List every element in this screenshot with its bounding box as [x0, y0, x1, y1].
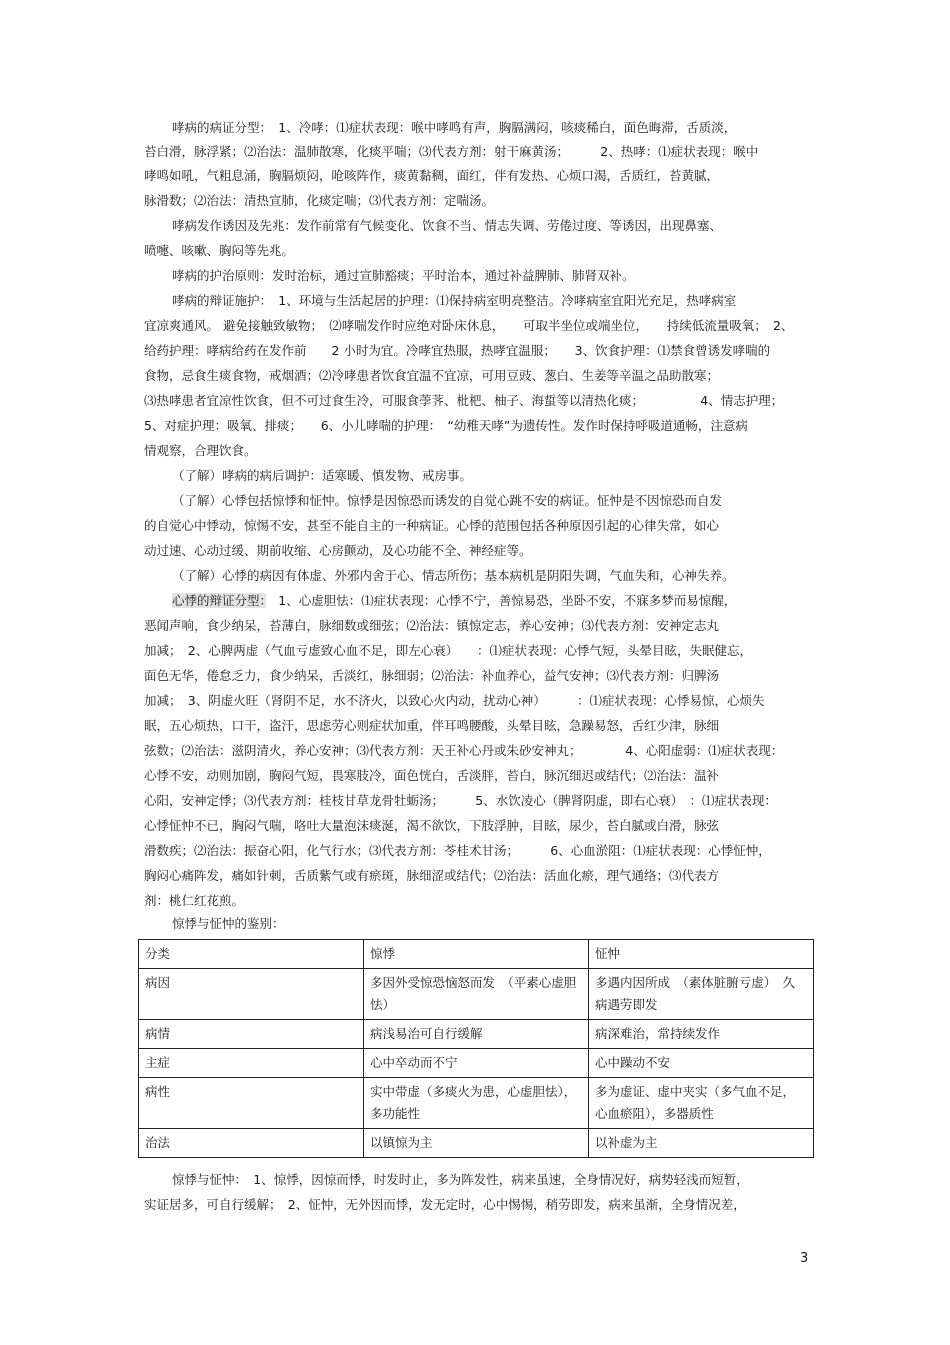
table-cell: 病情 [139, 1020, 364, 1049]
table-cell: 以镇惊为主 [364, 1129, 589, 1158]
table-cell: 实中带虚（多痰火为患，心虚胆怯），多功能性 [364, 1078, 589, 1129]
text-line: 哮鸣如吼，气粗息涌，胸膈烦闷，呛咳阵作，痰黄黏稠，面红，伴有发热、心烦口渴，舌质红，苔黄腻， [144, 168, 720, 183]
table-cell: 心中卒动而不宁 [364, 1049, 589, 1078]
text-line: 心悸不安，动则加剧，胸闷气短，畏寒肢冷，面色恍白，舌淡胖，苔白，脉沉细迟或结代；⑵治法：温补 [144, 768, 720, 783]
text-line: 恶闻声响，食少纳呆，苔薄白，脉细数或细弦；⑵治法：镇惊定志，养心安神；⑶代表方剂：安神定志丸 [144, 618, 720, 633]
text-line: 食物，忌食生痰食物，戒烟酒；⑵冷哮患者饮食宜温不宜凉，可用豆豉、葱白、生姜等辛温之品助散寒； [144, 368, 720, 383]
text-line: 哮病的护治原则：发时治标，通过宣肺豁痰；平时治本，通过补益脾肺、肺肾双补。 [172, 268, 635, 283]
text-line: 惊悸与怔忡： 1、惊悸，因惊而悸，时发时止，多为阵发性，病来虽速，全身情况好，病势轻浅而短暂， [172, 1172, 749, 1187]
comparison-table [138, 939, 814, 1158]
text-line: 剂：桃仁红花煎。 [144, 893, 245, 908]
text-line: 心阳，安神定悸；⑶代表方剂：桂枝甘草龙骨牡蛎汤； 5、水饮凌心（脾肾阴虚，即右心衰） ：⑴症状表现： [144, 793, 777, 808]
table-header-row [139, 940, 814, 969]
table-cell: 病深难治，常持续发作 [589, 1020, 814, 1049]
text-line: 眠，五心烦热，口干，盗汗，思虑劳心则症状加重，伴耳鸣腰酸，头晕目眩，急躁易怒，舌红少津，脉细 [144, 718, 720, 733]
table-cell: 多为虚证、虚中夹实（多气血不足，心血瘀阻），多器质性 [589, 1078, 814, 1129]
text-line: 哮病发作诱因及先兆：发作前常有气候变化、饮食不当、情志失调、劳倦过度、等诱因，出现鼻塞、 [172, 218, 723, 233]
table-cell: 多因外受惊恐恼怒而发 （平素心虚胆怯） [364, 969, 589, 1020]
text-line: 5、对症护理：吸氧、排痰； 6、小儿哮喘的护理： “幼稚天哮”为遗传性。发作时保持呼吸道通畅，注意病 [144, 418, 748, 433]
page-number: 3 [800, 1251, 809, 1266]
text-span: 1、心虚胆怯：⑴症状表现：心悸不宁，善惊易恐，坐卧不安，不寐多梦而易惊醒， [265, 593, 737, 608]
table-cell: 病浅易治可自行缓解 [364, 1020, 589, 1049]
highlighted-heading: 心悸的辩证分型： [172, 593, 266, 608]
text-line: 加减； 3、阴虚火旺（肾阴不足，水不济火，以致心火内动，扰动心神） ：⑴症状表现：心悸易惊，心烦失 [144, 693, 765, 708]
text-line: 心悸怔忡不已，胸闷气喘，咯吐大量泡沫痰涎，渴不欲饮，下肢浮肿，目眩，尿少，苔白腻或白滑，脉弦 [144, 818, 720, 833]
table-header-cell: 惊悸 [364, 940, 589, 969]
table-cell: 心中躁动不安 [589, 1049, 814, 1078]
table-cell: 主症 [139, 1049, 364, 1078]
table-row [139, 1020, 814, 1049]
text-line: 实证居多，可自行缓解； 2、怔忡，无外因而悸，发无定时，心中惕惕，稍劳即发，病来虽渐，全身情况差， [144, 1197, 746, 1212]
text-line: （了解）心悸的病因有体虚、外邪内舍于心、情志所伤；基本病机是阴阳失调，气血失和，心神失养。 [172, 568, 735, 583]
table-cell: 治法 [139, 1129, 364, 1158]
text-line: 的自觉心中悸动，惊惕不安，甚至不能自主的一种病证。心悸的范围包括各种原因引起的心律失常，如心 [144, 518, 720, 533]
text-line: 面色无华，倦怠乏力，食少纳呆，舌淡红，脉细弱；⑵治法：补血养心，益气安神；⑶代表方剂：归脾汤 [144, 668, 720, 683]
table-caption: 惊悸与怔忡的鉴别： [172, 916, 285, 931]
text-line: 哮病的辩证施护： 1、环境与生活起居的护理：⑴保持病室明亮整洁。冷哮病室宜阳光充足，热哮病室 [172, 293, 737, 308]
text-line: ⑶热哮患者宜凉性饮食，但不可过食生冷，可服食荸荠、枇杷、柚子、海蜇等以清热化痰； 4、情志护理； [144, 393, 784, 408]
table-header-cell: 分类 [139, 940, 364, 969]
table-cell: 病性 [139, 1078, 364, 1129]
table-cell: 以补虚为主 [589, 1129, 814, 1158]
text-line: 滑数疾；⑵治法：振奋心阳，化气行水；⑶代表方剂：苓桂术甘汤； 6、心血淤阻：⑴症状表现：心悸怔忡， [144, 843, 771, 858]
text-line: 胸闷心痛阵发，痛如针刺，舌质紫气或有瘀斑，脉细涩或结代；⑵治法：活血化瘀，理气通络；⑶代表方 [144, 868, 720, 883]
text-line [172, 592, 814, 610]
text-line: 喷嚏、咳嗽、胸闷等先兆。 [144, 243, 295, 258]
text-line: 加减； 2、心脾两虚（气血亏虚致心血不足，即左心衰） ：⑴症状表现：心悸气短，头晕目眩，失眠健忘， [144, 643, 752, 658]
text-line: （了解）哮病的病后调护：适寒暖、慎发物、戒房事。 [172, 468, 473, 483]
table-cell: 病因 [139, 969, 364, 1020]
table-row [139, 1049, 814, 1078]
text-line: 苔白滑，脉浮紧；⑵治法：温肺散寒，化痰平喘；⑶代表方剂：射干麻黄汤； 2、热哮：⑴症状表现：喉中 [144, 144, 759, 159]
text-line: 哮病的病证分型： 1、冷哮：⑴症状表现：喉中哮鸣有声，胸膈满闷，咳痰稀白，面色晦滞，舌质淡， [172, 120, 737, 135]
table-row [139, 1078, 814, 1129]
table-header-cell: 怔忡 [589, 940, 814, 969]
table-row [139, 1129, 814, 1158]
text-line: 宜凉爽通风。 避免接触致敏物； ⑵哮喘发作时应绝对卧床休息， 可取半坐位或端坐位， 持续低流量吸氧； 2、 [144, 318, 794, 333]
text-line: 脉滑数；⑵治法：清热宣肺，化痰定喘；⑶代表方剂：定喘汤。 [144, 193, 495, 208]
text-line: 给药护理：哮病给药在发作前 2 小时为宜。冷哮宜热服，热哮宜温服； 3、饮食护理：⑴禁食曾诱发哮喘的 [144, 343, 771, 358]
text-line: 动过速、心动过缓、期前收缩、心房颤动，及心功能不全、神经症等。 [144, 543, 532, 558]
text-line: 情观察，合理饮食。 [144, 443, 257, 458]
text-line: （了解）心悸包括惊悸和怔忡。惊悸是因惊恐而诱发的自觉心跳不安的病证。怔忡是不因惊恐而自发 [172, 493, 723, 508]
text-line: 弦数；⑵治法：滋阴清火，养心安神；⑶代表方剂：天王补心丹或朱砂安神丸； 4、心阳虚弱：⑴症状表现： [144, 743, 784, 758]
table-cell: 多遇内因所成 （素体脏腑亏虚） 久病遇劳即发 [589, 969, 814, 1020]
table-row [139, 969, 814, 1020]
